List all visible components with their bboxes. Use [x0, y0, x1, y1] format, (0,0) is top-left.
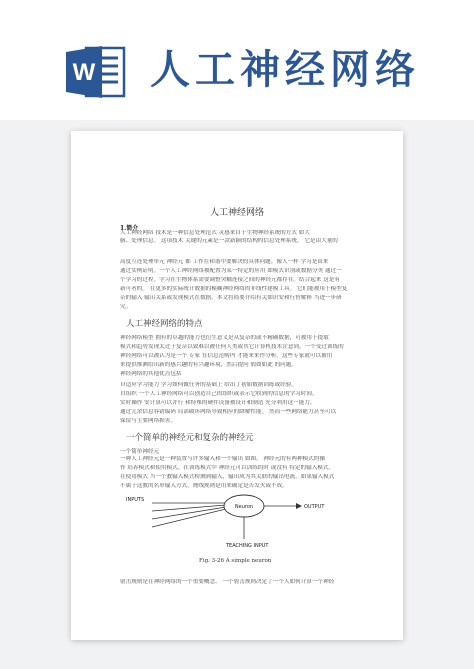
features-line: 来提供推测给出新的感兴趣的有兴趣环境，然后提问 假如如此 的问题。 [120, 362, 297, 368]
inputs-label: INPUTS [126, 497, 145, 503]
input-line [152, 509, 226, 527]
input-line [152, 507, 226, 519]
neuron-line: 一种人工神经元是一种装置与许多输入和一个输出 如图。 神经元的有两种模式的操 [120, 456, 325, 462]
intro-line: 通过实例证明。一个人工神经网络被配置为某一特定的应用 如模式识别或数据分类 通过一 [120, 268, 342, 274]
document-title: 人工神经网络 [209, 208, 264, 218]
features-line: 神经网络可以被认为是一个 专家 在信息范畴内 才能来来作分析。这些专家就可以被用 [120, 353, 333, 359]
section-number: 1.简介 [120, 225, 139, 232]
feature-item: 实时操作 安计算可以并行 和特殊的硬件设备被设计和制造 充分利用这一能力。 [120, 400, 316, 406]
intro-line: 人工神经网络 技术是一种信息处理范式 灵感来自于生物神经系统的方式 如大 [120, 230, 310, 236]
intro-line: 脑、处理信息。 这项技术 关键的元素是一款新颖的结构的信息处理系统。 它是由大量的 [120, 238, 338, 244]
subsection-label: 一个简单神经元 [120, 449, 160, 455]
teaching-input-label: TEACHING INPUT [226, 543, 269, 549]
intro-line: 新可者的。 在更多的实际统计数据的模糊神经网络的非线性建模工具。 它们能被用于模型复 [120, 286, 348, 292]
document-page [71, 131, 403, 640]
input-line [152, 505, 226, 511]
neuron-line: 不属于这教的名单输入方式，烧线规则是用来确定是否发火或不成。 [120, 483, 288, 489]
neuron-line: 在使用模式 当一个教输入模式检测到输入，输出成为其关联的输出电流。如果输入模式 [120, 474, 335, 480]
features-line: 神经网络模型 拥有的卓越的能力也衍生意义是从复杂的或不精确数据，可被用于提取 [120, 335, 329, 341]
feature-item: 保留与主要网络损害。 [120, 418, 176, 424]
neuron-label: Neuron [234, 504, 254, 510]
header-banner [0, 0, 474, 120]
figure-caption: Fig. 3-26 A simple neuron [199, 558, 272, 564]
footer-line: 射击规则是在神经网络的一个重要概念。 一个射击规则决定了一个人如何计算一个神经 [120, 579, 335, 585]
features-line: 神经网络的其他优点包括 [120, 371, 182, 377]
features-line: 模式和趋势发现太过于复杂以致难以被任何人类或其它计算机技术注意到。一个受过训练的 [120, 344, 344, 350]
output-label: OUTPUT [304, 504, 325, 510]
intro-line: 高度互连处理单元 神经元 都 工作在和谐中要解决的具体问题。像人一样 学习是由来 [120, 259, 329, 265]
feature-item: 通过冗余信息容错编码 局部破坏网络导致相应的降解性能。 然而一些网络能力甚至可以 [120, 409, 337, 415]
feature-item: 自组织 一个人工神经网络可以创造自己的组织或表示它收到的信息的学习时间。 [120, 391, 318, 397]
section-heading-neuron: 一个简单的神经元和复杂的神经元 [126, 433, 254, 443]
section-heading-features: 人工神经网络的特点 [126, 319, 203, 329]
neuron-line: 作 培养模式和使用模式。在训练模式中 神经元可以训练的时 或没有 特定的输入模式。 [120, 465, 335, 471]
intro-line: 杂的输入 输出关系或发现模式在数据。本文将简要介绍有关如识安和行智解释 当进一步研 [120, 295, 342, 301]
intro-line: 个学习的过程。学习在生物体系需要调整突触连接之间的神经元都存在。结合起来 这是有 [120, 277, 340, 283]
output-arrow [296, 503, 302, 509]
page-title: 人工神经网络 [150, 47, 420, 93]
word-doc-icon [66, 44, 126, 100]
neuron-diagram [126, 483, 346, 555]
word-icon-letter: W [72, 59, 96, 86]
feature-item: 自适应学习能力 学习如何做任务的基础上 给出了初始数据训练或经验。 [120, 382, 297, 388]
intro-line: 究。 [120, 304, 132, 310]
